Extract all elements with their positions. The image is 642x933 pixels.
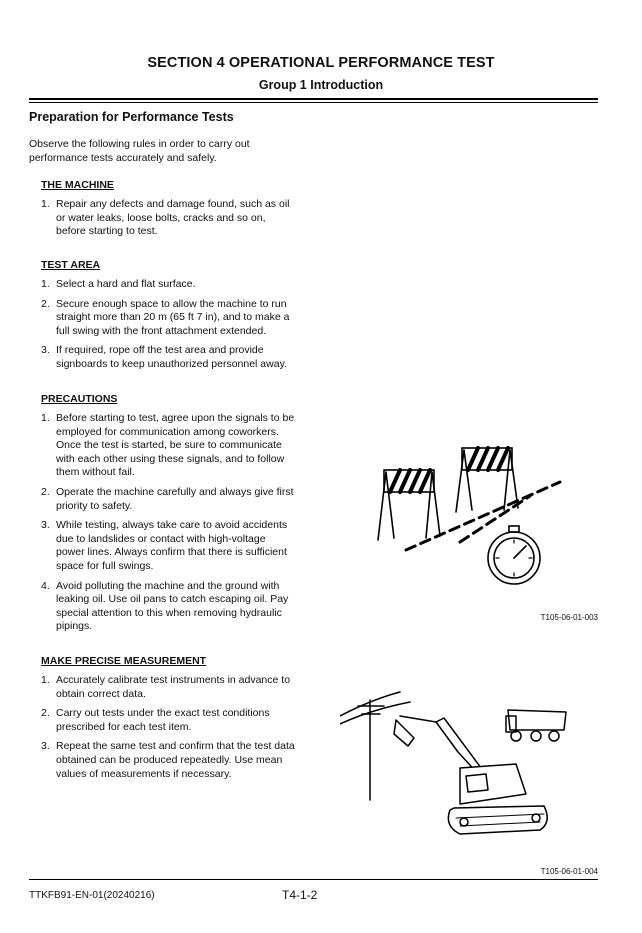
footer-rule [29,879,598,880]
section-heading-test-area: TEST AREA [41,259,101,271]
header-rule-bottom [29,102,598,103]
document-code: TTKFB91-EN-01(20240216) [29,890,155,901]
test-area-list [41,278,297,378]
barricades-and-stopwatch-icon [370,430,570,590]
list-item: 2. Operate the machine carefully and always give first priority to safety. [41,485,294,512]
list-item: 3. If required, rope off the test area and provide signboards to keep unauthorized personnel away. [41,344,287,370]
list-item: 3. Repeat the same test and confirm that the test data obtained can be produced repeatedly. Use mean values of measurements if necessary. [41,740,295,780]
section-title: SECTION 4 OPERATIONAL PERFORMANCE TEST [147,55,495,71]
section-heading-machine: THE MACHINE [41,179,114,191]
measurement-list [41,674,297,787]
list-item: 3. While testing, always take care to avoid accidents due to landslides or contact with high-voltage power lines. Always confirm that there is sufficient space for full swings. [41,519,288,572]
section-heading-precautions: PRECAUTIONS [41,393,118,405]
group-title: Group 1 Introduction [258,78,384,92]
machine-list [41,198,297,245]
list-item: 2. Secure enough space to allow the machine to run straight more than 20 m (65 ft 7 in), and to make a full swing with the front attachment extended. [41,297,290,337]
list-item: 1. Select a hard and flat surface. [41,278,196,290]
list-item: 4. Avoid polluting the machine and the ground with leaking oil. Use oil pans to catch escaping oil. Pay special attention to this when removing hydraulic pipings. [41,579,289,633]
excavator-power-line-dump-truck-icon [340,680,580,860]
page-number: T4-1-2 [282,888,318,902]
list-item: 2. Carry out tests under the exact test conditions prescribed for each test item. [41,707,270,733]
figure-1-caption: T105-06-01-003 [540,613,598,622]
list-item: 1. Before starting to test, agree upon the signals to be employed for communication among coworkers. Once the test is started, be sure to communicate with each other using these signals, and to follow them without fail. [41,412,295,479]
section-heading-measurement: MAKE PRECISE MEASUREMENT [41,655,207,667]
intro-paragraph: Observe the following rules in order to carry out performance tests accurately and safely. [29,138,250,164]
header-rule-top [29,98,598,100]
figure-2-caption: T105-06-01-004 [540,867,598,876]
list-item: 1. Repair any defects and damage found, such as oil or water leaks, loose bolts, cracks and so on, before starting to test. [41,198,290,238]
page-heading: Preparation for Performance Tests [29,110,234,124]
list-item: 1. Accurately calibrate test instruments in advance to obtain correct data. [41,674,291,700]
precautions-list [41,412,297,640]
